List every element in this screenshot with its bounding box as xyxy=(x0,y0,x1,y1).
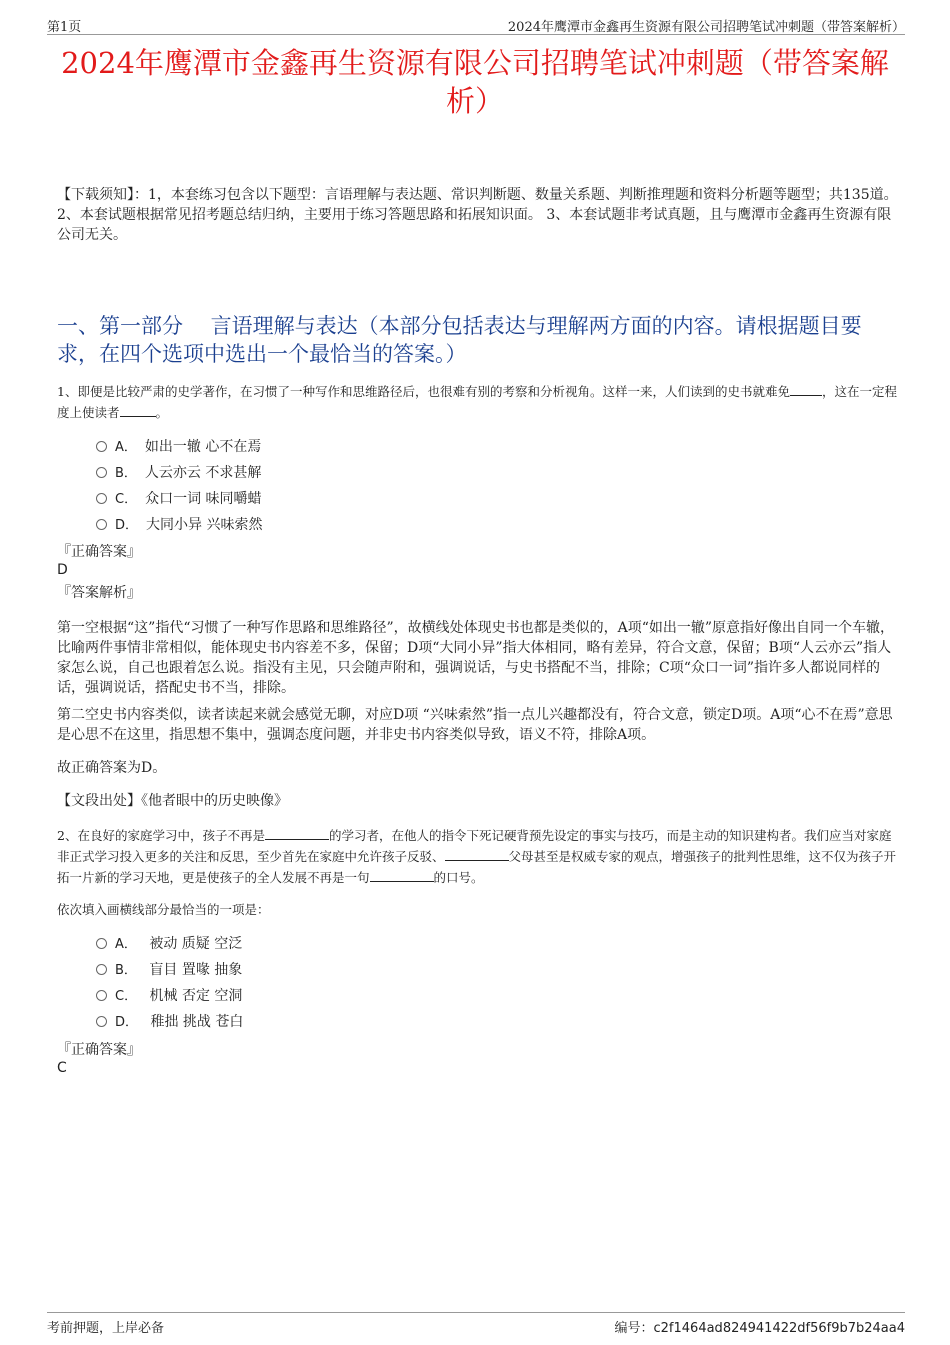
option-d[interactable]: D． 稚拙 挑战 苍白 xyxy=(96,1009,243,1035)
text-source: 【文段出处】《他者眼中的历史映像》 xyxy=(57,793,288,809)
question-2-options xyxy=(96,931,243,1035)
option-b[interactable]: B． 人云亦云 不求甚解 xyxy=(96,460,262,486)
answer-value: D xyxy=(57,562,68,578)
option-a[interactable]: A． 被动 质疑 空泛 xyxy=(96,931,243,957)
page-header xyxy=(47,14,905,35)
option-c[interactable]: C． 众口一词 味同嚼蜡 xyxy=(96,486,262,512)
radio-button[interactable] xyxy=(96,519,107,530)
blank xyxy=(445,846,509,861)
document-title: 2024年鹰潭市金鑫再生资源有限公司招聘笔试冲刺题（带答案解析） xyxy=(61,46,889,118)
option-d[interactable]: D． 大同小异 兴味索然 xyxy=(96,512,262,538)
question-2-stem: 2、在良好的家庭学习中，孩子不再是 的学习者，在他人的指令下死记硬背预先设定的事实与技巧，而是主动的知识建构者。我们应当对家庭非正式学习投入更多的关注和反思，至少首先在家庭中允许孩子反驳、 父母甚至是权威专家的观点，增强孩子的批判性思维，这不仅为孩子开拓一片新的学习天地，更是使孩子的全人发展不再是一句 的口号。 xyxy=(57,825,903,888)
page-footer xyxy=(47,1312,905,1336)
radio-button[interactable] xyxy=(96,964,107,975)
radio-button[interactable] xyxy=(96,1016,107,1027)
footer-slogan: 考前押题，上岸必备 xyxy=(47,1321,165,1336)
radio-button[interactable] xyxy=(96,938,107,949)
download-notice: 【下载须知】：1，本套练习包含以下题型：言语理解与表达题、常识判断题、数量关系题、判断推理题和资料分析题等题型；共135道。 2、本套试题根据常见招考题总结归纳，主要用于练习答题思路和拓展知识面。 3、本套试题非考试真题，且与鹰潭市金鑫再生资源有限公司无关。 xyxy=(57,187,898,243)
question-1-options xyxy=(96,434,262,538)
option-b[interactable]: B． 盲目 置喙 抽象 xyxy=(96,957,243,983)
radio-button[interactable] xyxy=(96,493,107,504)
document-code: 编号：c2f1464ad824941422df56f9b7b24aa4 xyxy=(614,1321,905,1336)
answer-label: 『正确答案』 xyxy=(57,544,141,560)
option-a[interactable]: A． 如出一辙 心不在焉 xyxy=(96,434,262,460)
option-c[interactable]: C． 机械 否定 空洞 xyxy=(96,983,243,1009)
section-heading: 一、第一部分 言语理解与表达（本部分包括表达与理解两方面的内容。请根据题目要求，在四个选项中选出一个最恰当的答案。） xyxy=(57,314,862,366)
blank xyxy=(370,867,434,882)
blank xyxy=(790,381,822,396)
answer-label: 『正确答案』 xyxy=(57,1042,141,1058)
radio-button[interactable] xyxy=(96,990,107,1001)
question-2-prompt: 依次填入画横线部分最恰当的一项是： xyxy=(57,902,270,917)
analysis-conclusion: 故正确答案为D。 xyxy=(57,760,167,776)
radio-button[interactable] xyxy=(96,467,107,478)
analysis-label: 『答案解析』 xyxy=(57,585,141,601)
header-doc-title: 2024年鹰潭市金鑫再生资源有限公司招聘笔试冲刺题（带答案解析） xyxy=(507,20,905,35)
radio-button[interactable] xyxy=(96,441,107,452)
question-1-stem: 1、即便是比较严肃的史学著作，在习惯了一种写作和思维路径后，也很难有别的考察和分析视角。这样一来，人们读到的史书就难免 ，这在一定程度上使读者 。 xyxy=(57,381,903,423)
page-number: 第1页 xyxy=(47,20,82,35)
analysis-paragraph-2: 第二空史书内容类似，读者读起来就会感觉无聊，对应D项 “兴味索然”指一点儿兴趣都没有，符合文意，锁定D项。A项“心不在焉”意思是心思不在这里，指思想不集中，强调态度问题，并非史书内容类似导致，语义不符，排除A项。 xyxy=(57,707,893,743)
blank xyxy=(265,825,329,840)
blank xyxy=(120,402,156,417)
answer-value: C xyxy=(57,1060,67,1076)
analysis-paragraph-1: 第一空根据“这”指代“习惯了一种写作思路和思维路径”，故横线处体现史书也都是类似的，A项“如出一辙”原意指好像出自同一个车辙，比喻两件事情非常相似，能体现史书内容差不多，保留；D项“大同小异”指大体相同，略有差异，符合文意，保留；B项“人云亦云”指人家怎么说，自己也跟着怎么说。指没有主见，只会随声附和，强调说话，与史书搭配不当，排除；C项“众口一词”指许多人都说同样的话，强调说话，搭配史书不当，排除。 xyxy=(57,620,895,696)
